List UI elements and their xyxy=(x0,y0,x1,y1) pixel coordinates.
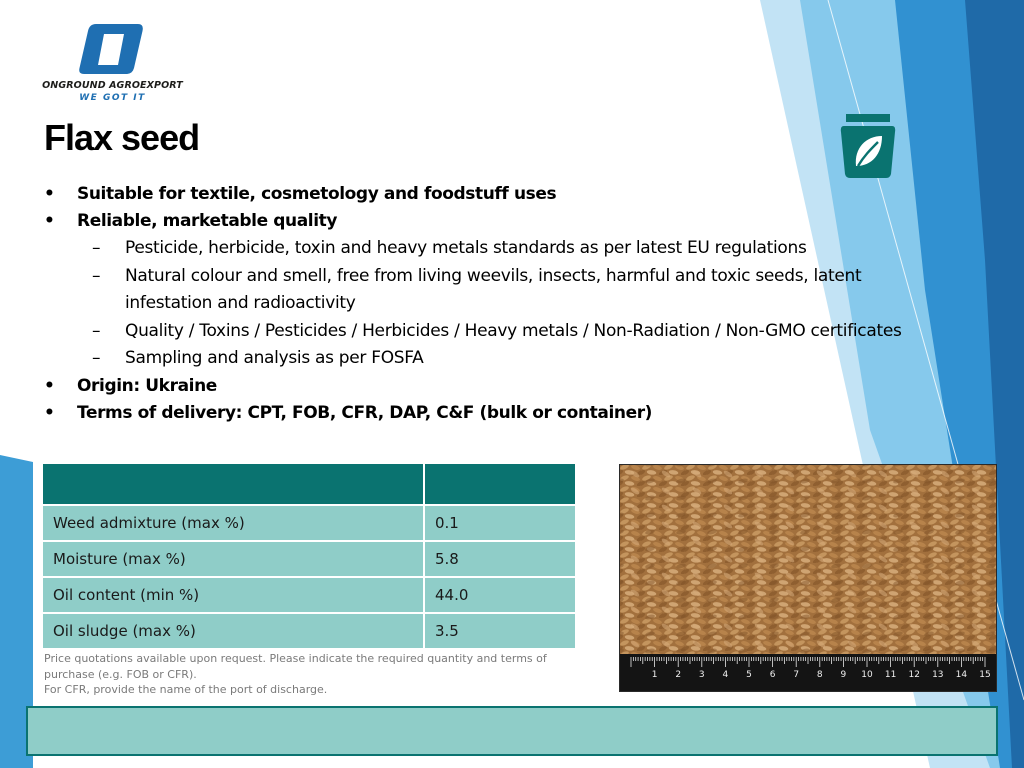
ruler-number: 13 xyxy=(932,670,944,680)
price-note xyxy=(44,651,584,698)
ruler-number: 1 xyxy=(651,670,658,680)
company-logo xyxy=(30,22,195,106)
table-row xyxy=(42,505,576,541)
table-header-cell xyxy=(424,463,576,505)
bullet-item: • Reliable, marketable quality xyxy=(44,211,338,231)
ruler-number: 3 xyxy=(698,670,705,680)
table-cell-value: 5.8 xyxy=(424,541,576,577)
table-cell-parameter: Moisture (max %) xyxy=(42,541,424,577)
sub-bullet-item: – Natural colour and smell, free from living weevils, insects, harmful and toxic seeds, latent infestation and radioactivity xyxy=(92,265,862,313)
sub-bullet-item: – Quality / Toxins / Pesticides / Herbicides / Heavy metals / Non-Radiation / Non-GMO certificates xyxy=(92,320,902,341)
ruler-number: 5 xyxy=(746,670,752,680)
flax-seed-photo xyxy=(619,464,997,692)
bullet-item: • Terms of delivery: CPT, FOB, CFR, DAP, C&F (bulk or container) xyxy=(44,402,653,423)
ruler-number: 15 xyxy=(979,670,991,680)
table-cell-value: 44.0 xyxy=(424,577,576,613)
ruler-number: 11 xyxy=(884,670,897,680)
table-cell-value: 3.5 xyxy=(424,613,576,649)
ruler-number: 9 xyxy=(840,670,847,680)
table-cell-parameter: Oil content (min %) xyxy=(42,577,424,613)
logo-company-name: ONGROUND AGROEXPORT xyxy=(42,80,183,91)
price-note-line: Price quotations available upon request. Please indicate the required quantity and terms of purchase (e.g. FOB or CFR). xyxy=(44,652,547,681)
specifications-table xyxy=(41,462,577,650)
ruler-number: 4 xyxy=(722,670,729,680)
sub-bullet-text: Pesticide, herbicide, toxin and heavy metals standards as per latest EU regulations xyxy=(125,238,807,258)
ruler-numbers xyxy=(652,670,991,680)
table-cell-parameter: Weed admixture (max %) xyxy=(42,505,424,541)
sub-bullet-item: – Pesticide, herbicide, toxin and heavy metals standards as per latest EU regulations xyxy=(92,238,807,258)
table-header-row xyxy=(42,463,576,505)
table-cell-value: 0.1 xyxy=(424,505,576,541)
table-header-cell xyxy=(42,463,424,505)
sub-bullet-text: Natural colour and smell, free from living weevils, insects, harmful and toxic seeds, latent infestation and radioactivity xyxy=(125,265,862,313)
bullet-text: Origin: Ukraine xyxy=(77,375,217,396)
bottom-banner-bar xyxy=(26,706,998,756)
ruler-number: 12 xyxy=(908,670,920,680)
ruler-number: 8 xyxy=(816,670,823,680)
bullet-text: Suitable for textile, cosmetology and foodstuff uses xyxy=(77,184,557,204)
bullet-item: • Suitable for textile, cosmetology and foodstuff uses xyxy=(44,184,557,204)
price-note-line: For CFR, provide the name of the port of discharge. xyxy=(44,683,328,696)
ruler-number: 10 xyxy=(861,670,873,680)
bullet-item: • Origin: Ukraine xyxy=(44,375,217,396)
table-row xyxy=(42,577,576,613)
sub-bullet-item: – Sampling and analysis as per FOSFA xyxy=(92,348,424,368)
page-title: Flax seed xyxy=(44,117,200,158)
logo-tagline: WE GOT IT xyxy=(79,93,146,103)
bullet-text: Reliable, marketable quality xyxy=(77,211,338,231)
ruler-number: 14 xyxy=(955,670,968,680)
ruler-number: 6 xyxy=(769,670,776,680)
table-cell-parameter: Oil sludge (max %) xyxy=(42,613,424,649)
ruler-number: 7 xyxy=(793,670,800,680)
sub-bullet-text: Quality / Toxins / Pesticides / Herbicides / Heavy metals / Non-Radiation / Non-GMO certificates xyxy=(125,320,902,341)
bullet-text: Terms of delivery: CPT, FOB, CFR, DAP, C&F (bulk or container) xyxy=(77,402,653,423)
seed-bag-leaf-icon xyxy=(840,108,896,182)
ruler-number: 2 xyxy=(675,670,682,680)
sub-bullet-text: Sampling and analysis as per FOSFA xyxy=(125,348,424,368)
table-row xyxy=(42,613,576,649)
feature-list xyxy=(44,181,914,427)
table-row xyxy=(42,541,576,577)
